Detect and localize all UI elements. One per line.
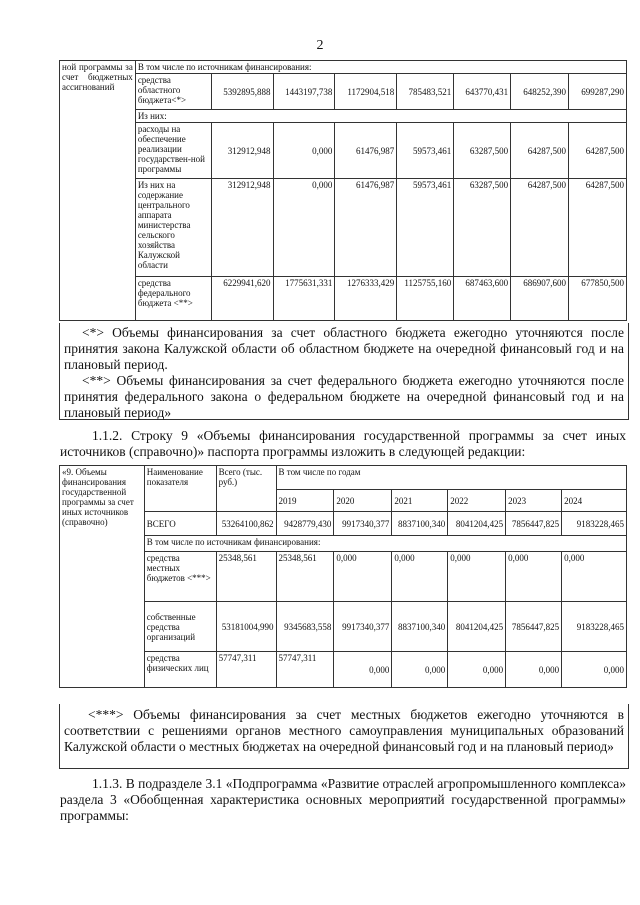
t1-left-label: ной программы за счет бюджетных ассигнований [60,61,136,321]
financing-table-other-sources [59,465,627,688]
year-2021: 2021 [392,490,448,512]
footnote-local-budget: <***> Объемы финансирования за счет местных бюджетов ежегодно уточняются в соответствии с решениями органов местного самоуправления муниципальных образований Калужской области о местных бюджетах на очередной финансовый год и на плановый период» [64,707,624,754]
table-row: расходы на обеспечение реализации государствен-ной программы 312912,948 0,000 61476,987 59573,461 63287,500 64287,500 64287,500 [60,123,627,179]
table-row: средства местных бюджетов <***> 25348,561 25348,561 0,000 0,000 0,000 0,000 0,000 [60,552,627,602]
t2-left-label: «9. Объемы финансирования государственной программы за счет иных источников (справочно) [60,466,145,688]
financing-table-budget [59,60,627,321]
table-row: средства областного бюджета<*> 5392895,888 1443197,738 1172904,518 785483,521 643770,431 648252,390 699287,290 [60,74,627,110]
table-row: средства физических лиц 57747,311 57747,311 0,000 0,000 0,000 0,000 0,000 [60,652,627,688]
year-2023: 2023 [506,490,562,512]
table-row: собственные средства организаций 53181004,990 9345683,558 9917340,377 8837100,340 8041204,425 7856447,825 9183228,465 [60,602,627,652]
paragraph-1-1-2: 1.1.2. Строку 9 «Объемы финансирования государственной программы за счет иных источников (справочно)» паспорта программы изложить в следующей редакции: [60,428,626,459]
footnote-federal-budget: <**> Объемы финансирования за счет федерального бюджета ежегодно уточняются после принятия федерального закона о федеральном бюджете на очередной финансовый год и на плановый период» [64,373,624,420]
year-2024: 2024 [562,490,627,512]
t2-sources-header: В том числе по источникам финансирования: [144,536,626,552]
page-number: 2 [316,38,324,53]
table-row: Из них: [60,110,627,123]
year-2019: 2019 [276,490,334,512]
table-row: средства федерального бюджета <**> 6229941,620 1775631,331 1276333,429 1125755,160 687463,600 686907,600 677850,500 [60,277,627,321]
t2-col-name: Наименование показателя [144,466,216,512]
footnote-regional-budget: <*> Объемы финансирования за счет областного бюджета ежегодно уточняются после принятия закона Калужской области об областном бюджете на очередной финансовый год и на плановый период. [64,325,624,372]
year-2022: 2022 [448,490,506,512]
t2-col-total: Всего (тыс. руб.) [216,466,276,512]
paragraph-1-1-3: 1.1.3. В подразделе 3.1 «Подпрограмма «Развитие отраслей агропромышленного комплекса» раздела 3 «Обобщенная характеристика основных мероприятий государственной программы» программы: [60,776,626,823]
t2-years-header: В том числе по годам [276,466,626,490]
table-row-total: ВСЕГО 53264100,862 9428779,430 9917340,377 8837100,340 8041204,425 7856447,825 9183228,465 [60,512,627,536]
t1-sources-header: В том числе по источникам финансирования: [135,61,626,74]
table-row: Из них на содержание центрального аппарата министерства сельского хозяйства Калужской области 312912,948 0,000 61476,987 59573,461 63287,500 64287,500 64287,500 [60,179,627,277]
year-2020: 2020 [334,490,392,512]
